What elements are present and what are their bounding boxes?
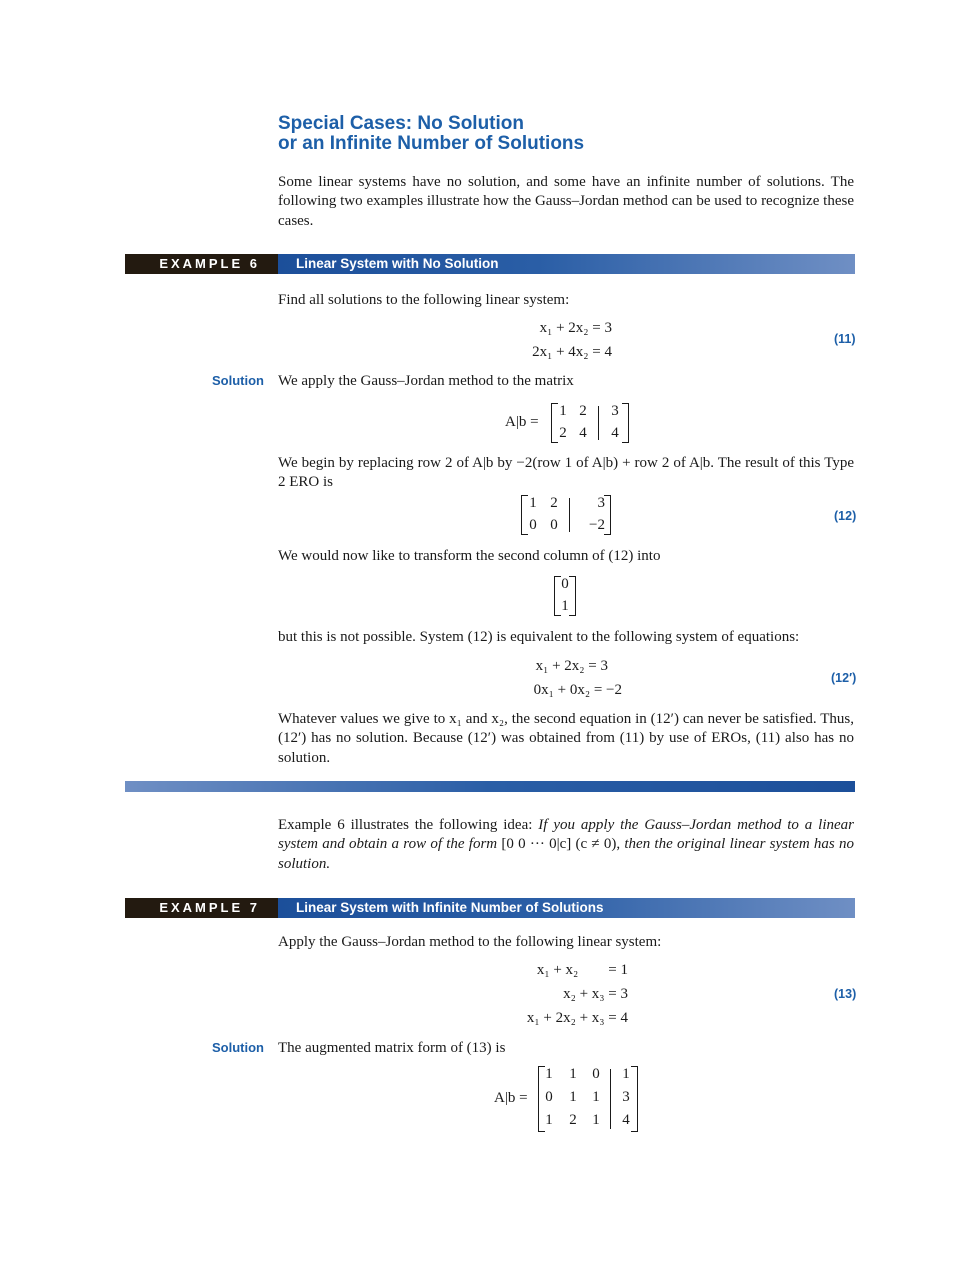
idea-italic2: then the original linear system has no solution.: [278, 836, 854, 872]
example6-prompt: Find all solutions to the following linear system:: [278, 292, 570, 308]
matrix-cell: 0: [545, 1089, 553, 1105]
equation-13-number: (13): [834, 987, 857, 1001]
matrix-cell: 3: [611, 403, 619, 419]
matrix-cell: 1: [529, 495, 537, 511]
matrix-cell: 2: [550, 495, 558, 511]
equation-13: [470, 958, 628, 1030]
matrix-cell: 0: [529, 517, 537, 533]
section-title: [278, 114, 584, 154]
bracket-right: [604, 495, 611, 535]
equation-11-line2: 2x₁ + 4x₂ = 4: [532, 344, 612, 360]
matrix-cell: −2: [589, 517, 605, 533]
equation-12p-number: (12′): [831, 671, 857, 685]
example6-end-bar: [125, 781, 855, 792]
augment-line: [598, 406, 599, 440]
example7-prompt: Apply the Gauss–Jordan method to the following linear system:: [278, 934, 662, 950]
example6-title: Linear System with No Solution: [278, 254, 855, 274]
matrix-cell: 1: [592, 1089, 600, 1105]
example7-title: Linear System with Infinite Number of Solutions: [278, 898, 855, 918]
column-vector: [554, 576, 576, 616]
equation-13-line1: x₁ + x₂ = 1: [536, 962, 628, 978]
example6-paragraph5: Whatever values we give to x₁ and x₂, the second equation in (12′) can never be satisfied. Thus, (12′) has no solution. Because (12′) was obtained from (11) by use of EROs, (11) also has no solution.: [278, 711, 854, 766]
augment-line: [610, 1069, 611, 1129]
solution-label: Solution: [212, 1040, 264, 1055]
idea-paragraph: [278, 816, 854, 874]
matrix-cell: 0: [592, 1066, 600, 1082]
matrix-lhs: A|b =: [494, 1090, 528, 1106]
matrix-lhs: A|b =: [505, 414, 539, 430]
equation-13-line2: x₂ + x₃ = 3: [563, 986, 628, 1002]
idea-italic1: If you apply the Gauss–Jordan method to a linear system and obtain a row of the form: [278, 817, 854, 853]
matrix-cell: 2: [559, 425, 567, 441]
example6-solution-text: We apply the Gauss–Jordan method to the matrix: [278, 373, 574, 389]
equation-12p-line1: x₁ + 2x₂ = 3: [535, 658, 608, 674]
equation-12-prime: [490, 654, 622, 702]
matrix-cell: 4: [622, 1112, 630, 1128]
augmented-matrix-ex6: [551, 403, 629, 443]
example7-solution-text: The augmented matrix form of (13) is: [278, 1040, 506, 1056]
matrix-cell: 0: [550, 517, 558, 533]
example6-paragraph4: but this is not possible. System (12) is equivalent to the following system of equations:: [278, 629, 800, 645]
bracket-right: [622, 403, 629, 443]
idea-row-form: [0 0 ··· 0|c] (c ≠ 0),: [501, 836, 621, 853]
vector-cell: 0: [561, 576, 569, 592]
matrix-cell: 3: [597, 495, 605, 511]
matrix-cell: 1: [569, 1089, 577, 1105]
section-title-line2: or an Infinite Number of Solutions: [278, 133, 585, 154]
matrix-cell: 2: [579, 403, 587, 419]
matrix-cell: 1: [545, 1112, 553, 1128]
equation-12-number: (12): [834, 509, 857, 523]
example6-paragraph3: We would now like to transform the second column of (12) into: [278, 548, 661, 564]
matrix-cell: 1: [559, 403, 567, 419]
matrix-cell: 1: [592, 1112, 600, 1128]
augment-line: [569, 498, 570, 532]
solution-label: Solution: [212, 373, 264, 388]
section-title-line1: Special Cases: No Solution: [278, 113, 524, 134]
equation-11-line1: x₁ + 2x₂ = 3: [539, 320, 612, 336]
equation-11-number: (11): [834, 332, 856, 346]
equation-11: [500, 316, 612, 364]
idea-lead: Example 6 illustrates the following idea:: [278, 817, 539, 833]
matrix-cell: 4: [579, 425, 587, 441]
example6-paragraph2: We begin by replacing row 2 of A|b by −2(row 1 of A|b) + row 2 of A|b. The result of this Type 2 ERO is: [278, 455, 854, 491]
matrix-cell: 3: [622, 1089, 630, 1105]
equation-12p-line2: 0x₁ + 0x₂ = −2: [533, 682, 622, 698]
matrix-cell: 1: [569, 1066, 577, 1082]
matrix-cell: 1: [622, 1066, 630, 1082]
equation-13-line3: x₁ + 2x₂ + x₃ = 4: [526, 1010, 628, 1026]
example6-label: EXAMPLE 6: [125, 254, 278, 274]
matrix-cell: 4: [611, 425, 619, 441]
vector-cell: 1: [561, 598, 569, 614]
matrix-cell: 1: [545, 1066, 553, 1082]
example7-label: EXAMPLE 7: [125, 898, 278, 918]
intro-paragraph: Some linear systems have no solution, and some have an infinite number of solutions. The following two examples illustrate how the Gauss–Jordan method can be used to recognize these cases.: [278, 174, 854, 229]
matrix-cell: 2: [569, 1112, 577, 1128]
augmented-matrix-ex7: [538, 1066, 638, 1132]
matrix-12: [521, 495, 611, 535]
